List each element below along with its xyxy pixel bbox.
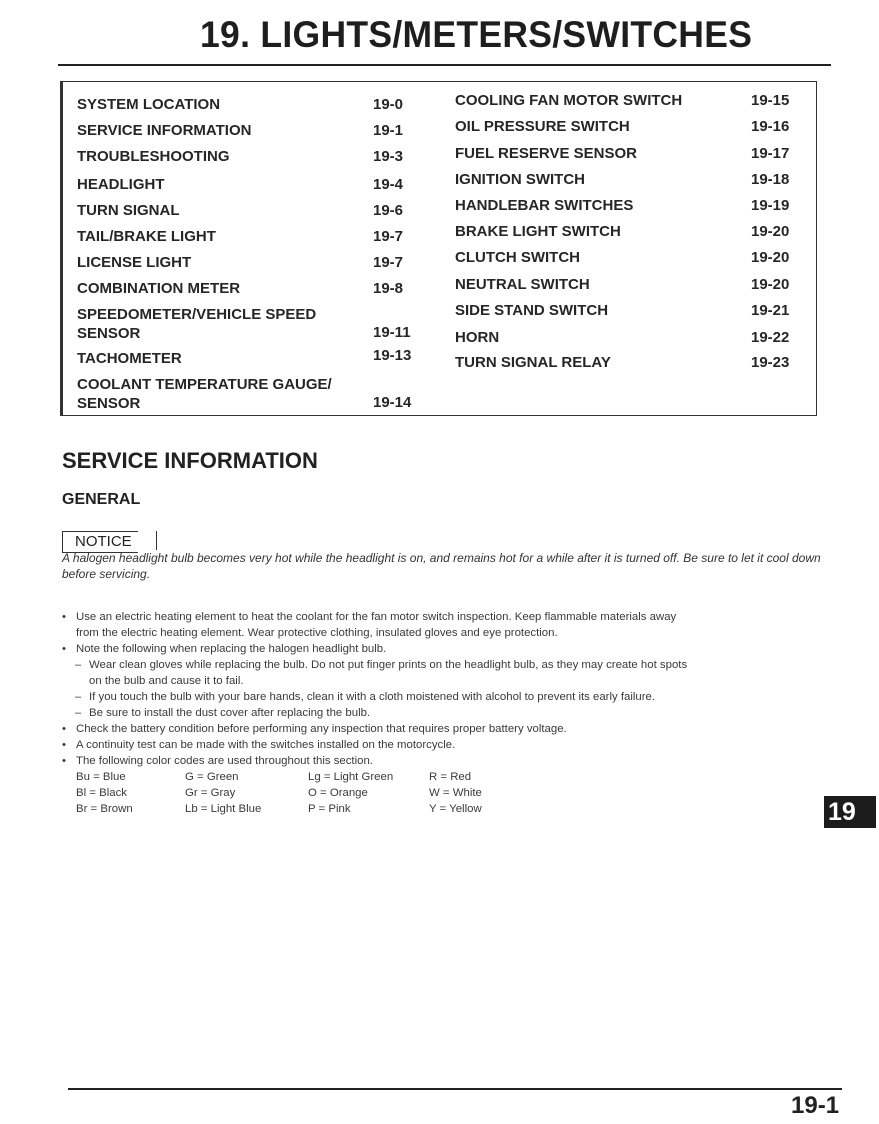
footer-rule	[68, 1088, 842, 1090]
bullet-icon: •	[62, 611, 66, 623]
color-code: R = Red	[429, 771, 472, 783]
bullet-icon: •	[62, 723, 66, 735]
page-number: 19-1	[791, 1092, 840, 1119]
sub-list-item: – If you touch the bulb with your bare hands, clean it with a cloth moistened with alcohol to prevent its early failure.	[75, 691, 656, 703]
list-item: • Use an electric heating element to heat the coolant for the fan motor switch inspection. Keep flammable materials away from the electric heating element. Wear protective clothing, insulated gloves and eye protection.	[62, 611, 677, 639]
list-item: • A continuity test can be made with the switches installed on the motorcycle.	[62, 739, 456, 751]
color-code: Bl = Black	[76, 787, 127, 799]
dash-icon: –	[75, 707, 82, 719]
color-code: P = Pink	[308, 803, 351, 815]
list-item: • Note the following when replacing the halogen headlight bulb.	[62, 643, 387, 655]
color-code: Lb = Light Blue	[185, 803, 262, 815]
general-notes-list	[62, 609, 832, 769]
notice-label: NOTICE	[62, 531, 138, 553]
notice-text: A halogen headlight bulb becomes very hot while the headlight is on, and remains hot for a while after it is turned off. Be sure to let it cool down before servicing.	[62, 551, 821, 581]
chapter-title: 19. LIGHTS/METERS/SWITCHES	[200, 14, 753, 55]
color-code: Bu = Blue	[76, 771, 126, 783]
color-code: Gr = Gray	[185, 787, 236, 799]
sub-list-item: – Be sure to install the dust cover after replacing the bulb.	[75, 707, 371, 719]
title-rule	[58, 64, 831, 66]
dash-icon: –	[75, 691, 82, 703]
chapter-tab: 19	[824, 796, 876, 828]
color-code: W = White	[429, 787, 482, 799]
section-heading: SERVICE INFORMATION	[62, 448, 318, 473]
list-item: • The following color codes are used throughout this section.	[62, 755, 373, 767]
bullet-icon: •	[62, 739, 66, 751]
color-code: Lg = Light Green	[308, 771, 394, 783]
color-code: Br = Brown	[76, 803, 133, 815]
color-code: G = Green	[185, 771, 239, 783]
sub-heading-general: GENERAL	[62, 491, 141, 508]
bullet-icon: •	[62, 643, 66, 655]
dash-icon: –	[75, 659, 82, 671]
sub-list-item: – Wear clean gloves while replacing the bulb. Do not put finger prints on the headlight bulb, as they may create hot spots on the bulb and cause it to fail.	[75, 659, 688, 687]
bullet-icon: •	[62, 755, 66, 767]
color-code: O = Orange	[308, 787, 368, 799]
notice-bar	[156, 531, 157, 550]
color-code: Y = Yellow	[429, 803, 482, 815]
table-of-contents: SYSTEM LOCATION 19-0 SERVICE INFORMATION 19-1 TROUBLESHOOTING 19-3 HEADLIGHT 19-4 TURN SIGNAL 19-6 TAIL/BRAKE LIGHT 19-7 LICENSE LIGHT 19-7 COMBINATION METER 19-8 SPEEDOMETER/VEHICLE SPEED SENSOR 19-11 TACHOMETER 19-13 COOLANT TEMPERATURE GAUGE/ SENSOR 19-14 COOLING FAN MOTOR SWITCH 19-15 OIL PRESSURE SWITCH 19-16 FUEL RESERVE SENSOR 19-17 IGNITION SWITCH 19-18 HANDLEBAR SWITCHES 19-19 BRAKE LIGHT SWITCH 19-20 CLUTCH SWITCH 19-20 NEUTRAL SWITCH 19-20 SIDE STAND SWITCH 19-21 HORN 19-22 TURN SIGNAL RELAY 19-23	[60, 81, 817, 416]
list-item: • Check the battery condition before performing any inspection that requires proper battery voltage.	[62, 723, 567, 735]
